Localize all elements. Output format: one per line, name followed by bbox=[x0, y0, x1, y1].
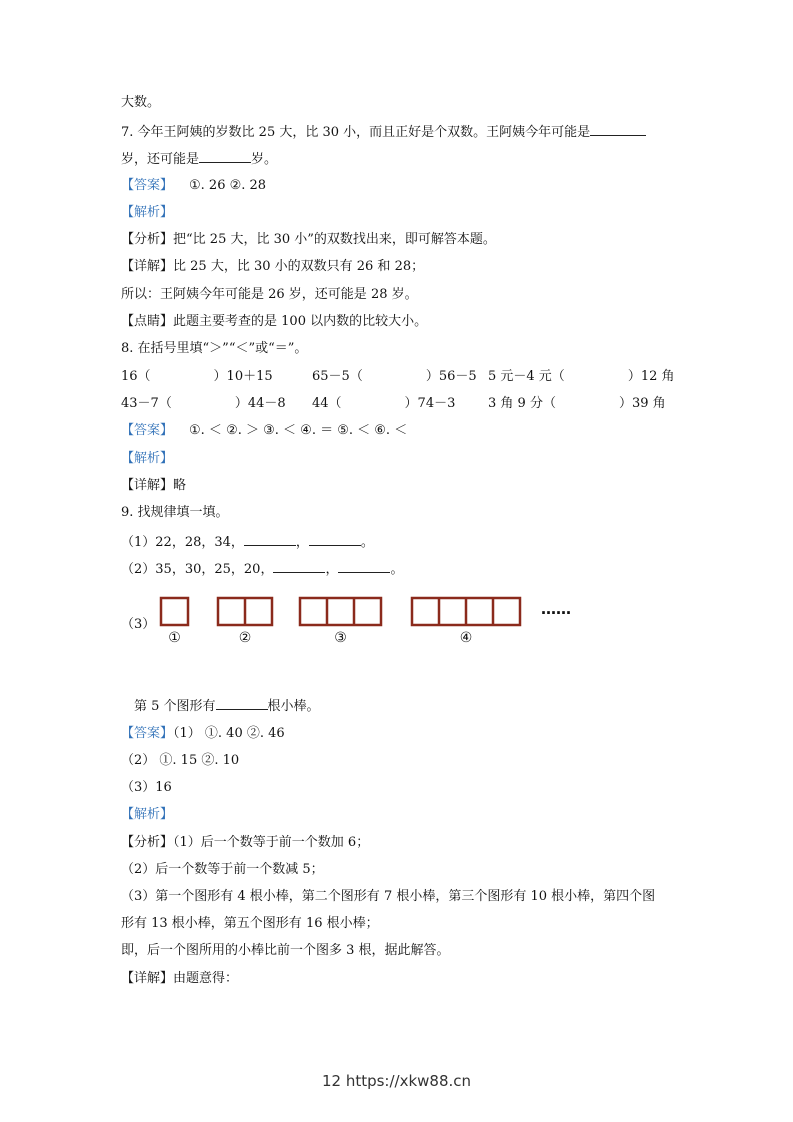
q8-left: 3 角 9 分（ bbox=[488, 396, 556, 411]
xiangjie-text: 略 bbox=[173, 478, 187, 493]
answer-text: ①. 26 ②. 28 bbox=[189, 178, 267, 193]
page-footer: 12 https://xkw88.cn bbox=[321, 1072, 472, 1090]
question-8: 8. 在括号里填“＞”“＜”或“＝”。 bbox=[121, 341, 308, 356]
xiangjie-tag: 【详解】 bbox=[121, 478, 174, 493]
q8-xiangjie bbox=[121, 477, 186, 495]
ellipsis: …… bbox=[541, 600, 571, 618]
question-9: 9. 找规律填一填。 bbox=[121, 505, 229, 520]
analysis-tag: 【解析】 bbox=[121, 205, 174, 220]
figure-label: ① bbox=[168, 630, 181, 646]
q7-text-2: 岁，还可能是 bbox=[121, 152, 200, 167]
text-line: 形有 13 根小棒，第五个图形有 16 根小棒； bbox=[121, 916, 379, 931]
text-line: 即，后一个图所用的小棒比前一个图多 3 根，据此解答。 bbox=[121, 943, 450, 958]
punct: 。 bbox=[360, 535, 374, 550]
q8-item bbox=[121, 395, 312, 413]
q8-right: ）74－3 bbox=[404, 396, 456, 411]
q8-item bbox=[312, 368, 488, 386]
q8-left: 5 元－4 元（ bbox=[488, 369, 565, 384]
answer-blank bbox=[244, 532, 296, 546]
figure-label: ④ bbox=[459, 630, 473, 646]
q8-right: ）12 角 bbox=[627, 369, 675, 384]
text-line: （3）第一个图形有 4 根小棒，第二个图形有 7 根小棒，第三个图形有 10 根小棒，第四个图 bbox=[121, 889, 656, 904]
dianjing-tag: 【点睛】 bbox=[121, 314, 174, 329]
q8-item bbox=[121, 368, 312, 386]
q8-left: 16（ bbox=[121, 369, 151, 384]
q8-item bbox=[488, 368, 675, 386]
stick-square-outline bbox=[300, 598, 381, 625]
q8-right: ）56－5 bbox=[425, 369, 477, 384]
figure-label: ② bbox=[238, 630, 252, 646]
stick-pattern-figure bbox=[121, 592, 601, 652]
q7-dianjing bbox=[121, 313, 427, 331]
text-line: 大数。 bbox=[121, 95, 161, 110]
question-7-cont bbox=[121, 149, 277, 169]
punct: ， bbox=[325, 562, 339, 577]
q9-answer-3: （3）16 bbox=[121, 780, 172, 795]
question-7 bbox=[121, 122, 646, 142]
q9-fenxi bbox=[121, 834, 369, 852]
answer-tag: 【答案】 bbox=[121, 178, 174, 193]
q9-part-3-label: （3） bbox=[121, 617, 156, 632]
q7-xiangjie bbox=[121, 258, 424, 276]
fenxi-tag: 【分析】 bbox=[121, 232, 174, 247]
q9-text: 第 5 个图形有 bbox=[134, 699, 216, 714]
q8-right: ）39 角 bbox=[618, 396, 666, 411]
q9-5th bbox=[134, 696, 320, 716]
q7-fenxi bbox=[121, 231, 496, 249]
q9-text: （1）22，28，34， bbox=[121, 535, 244, 550]
dianjing-text: 此题主要考查的是 100 以内数的比较大小。 bbox=[173, 314, 428, 329]
fenxi-text: （1）后一个数等于前一个数加 6； bbox=[173, 835, 370, 850]
answer-tag: 【答案】 bbox=[121, 423, 174, 438]
q9-answer-1 bbox=[121, 725, 285, 743]
q9-part-1 bbox=[121, 532, 374, 552]
q8-row-1 bbox=[121, 368, 675, 386]
q7-text-3: 岁。 bbox=[251, 152, 278, 167]
q7-text: 7. 今年王阿姨的岁数比 25 大，比 30 小，而且正好是个双数。王阿姨今年可能是 bbox=[121, 125, 591, 140]
text-line: （2）后一个数等于前一个数减 5； bbox=[121, 862, 324, 877]
analysis-tag: 【解析】 bbox=[121, 451, 174, 466]
q8-item bbox=[488, 395, 666, 413]
q8-right: ）10＋15 bbox=[213, 369, 273, 384]
answer-blank bbox=[199, 149, 251, 163]
q7-answer bbox=[121, 177, 266, 195]
q8-answer bbox=[121, 422, 407, 440]
answer-blank bbox=[590, 122, 646, 136]
q8-left: 43－7（ bbox=[121, 396, 172, 411]
q9-part-2 bbox=[121, 559, 403, 579]
xiangjie-tag: 【详解】 bbox=[121, 971, 174, 986]
fenxi-tag: 【分析】 bbox=[121, 835, 174, 850]
q8-left: 65－5（ bbox=[312, 369, 363, 384]
answer-text: ①. ＜ ②. ＞ ③. ＜ ④. ＝ ⑤. ＜ ⑥. ＜ bbox=[189, 423, 408, 438]
stick-figure-1 bbox=[161, 598, 188, 646]
xiangjie-tag: 【详解】 bbox=[121, 259, 174, 274]
analysis-tag: 【解析】 bbox=[121, 807, 174, 822]
q8-row-2 bbox=[121, 395, 666, 413]
q8-right: ）44－8 bbox=[234, 396, 286, 411]
stick-figure-4 bbox=[412, 598, 520, 646]
q8-left: 44（ bbox=[312, 396, 342, 411]
q9-text: （2）35，30，25，20， bbox=[121, 562, 274, 577]
stick-square-outline bbox=[161, 598, 188, 625]
punct: 。 bbox=[390, 562, 404, 577]
q9-text: 根小棒。 bbox=[267, 699, 320, 714]
xiangjie-text: 比 25 大，比 30 小的双数只有 26 和 28； bbox=[173, 259, 425, 274]
answer-blank bbox=[338, 559, 390, 573]
q8-item bbox=[312, 395, 488, 413]
xiangjie-text: 由题意得： bbox=[173, 971, 239, 986]
stick-figure-3 bbox=[300, 598, 381, 646]
figure-label: ③ bbox=[334, 630, 347, 646]
answer-blank bbox=[216, 696, 268, 710]
punct: ， bbox=[295, 535, 309, 550]
stick-figure-2 bbox=[218, 598, 272, 646]
answer-blank bbox=[273, 559, 325, 573]
fenxi-text: 把“比 25 大，比 30 小”的双数找出来，即可解答本题。 bbox=[173, 232, 496, 247]
q9-xiangjie bbox=[121, 970, 238, 988]
q9-answer-2: （2） ①. 15 ②. 10 bbox=[121, 753, 240, 768]
text-line: 所以：王阿姨今年可能是 26 岁，还可能是 28 岁。 bbox=[121, 287, 418, 302]
answer-blank bbox=[309, 532, 361, 546]
answer-text: （1） ①. 40 ②. 46 bbox=[173, 726, 285, 741]
answer-tag: 【答案】 bbox=[121, 726, 174, 741]
